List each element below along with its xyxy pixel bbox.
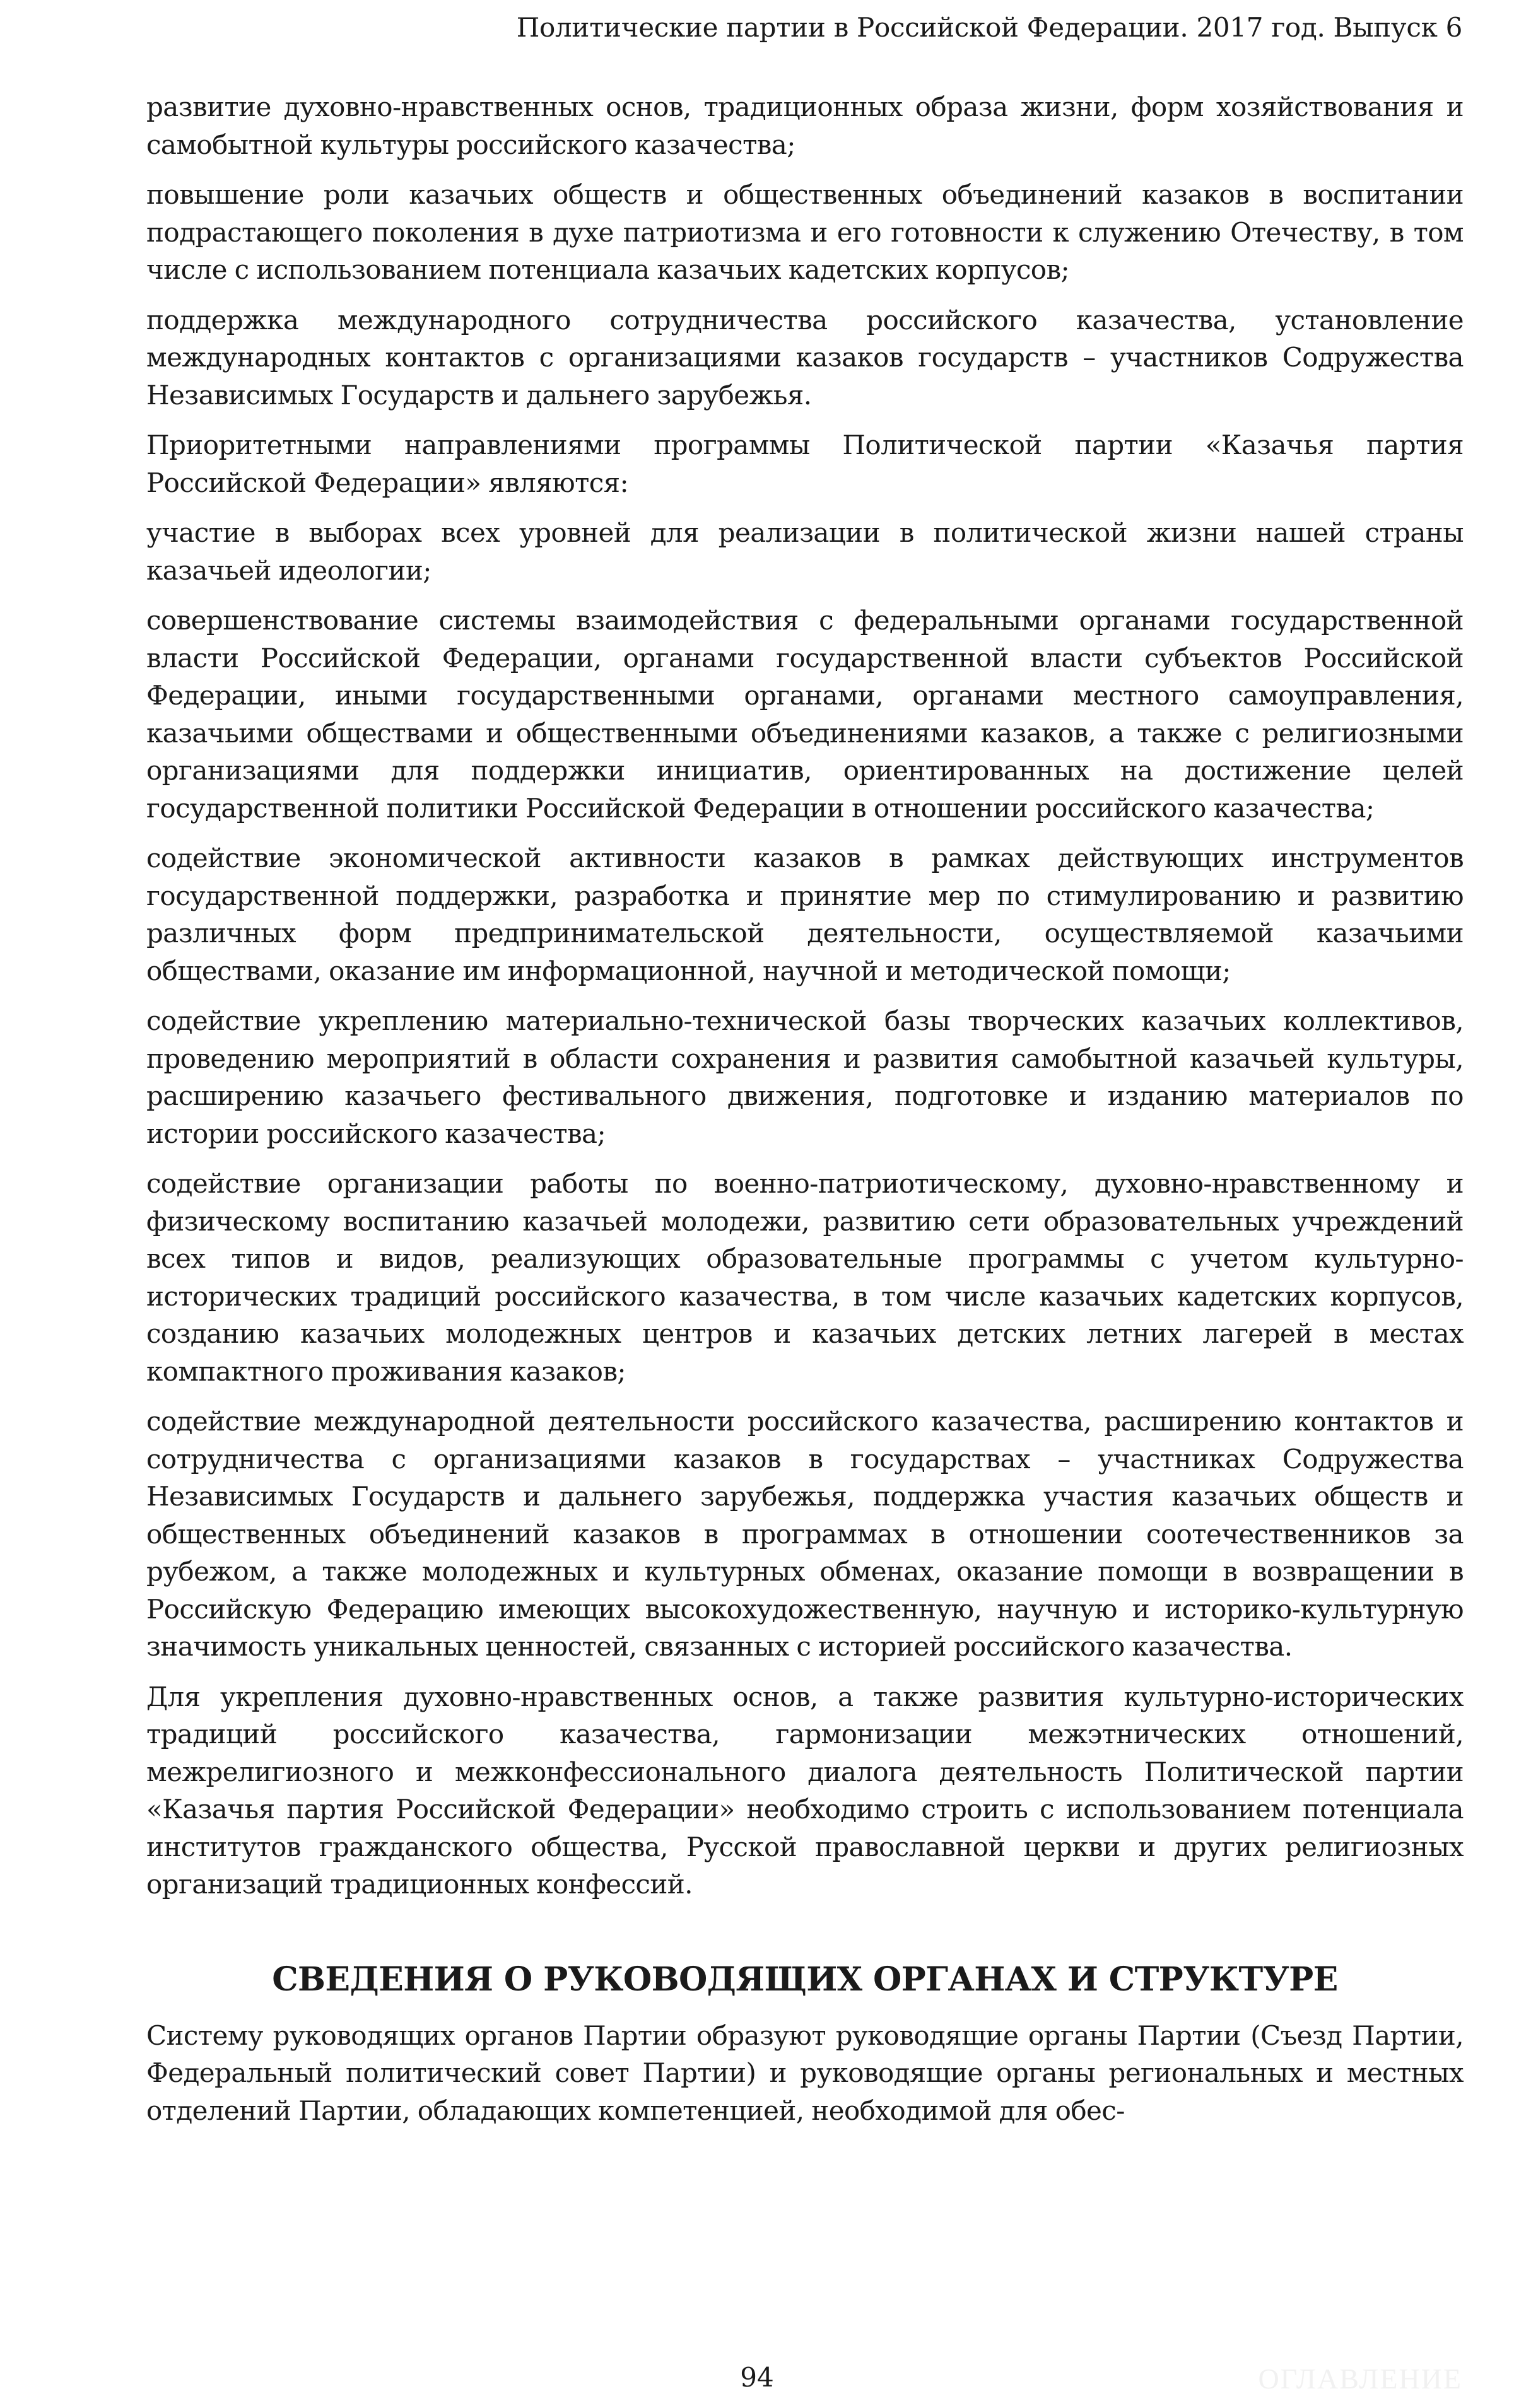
body-text bbox=[146, 88, 1464, 2142]
section-heading: СВЕДЕНИЯ О РУКОВОДЯЩИХ ОРГАНАХ И СТРУКТУРЕ bbox=[272, 1960, 1338, 1999]
paragraph: Для укрепления духовно-нравственных основ, а также развития культурно-исторических традиций российского казачества, гармонизации межэтнических отношений, межрелигиозного и межконфессионального диалога деятельность Политической партии «Казачья партия Российской Федерации» необходимо строить с использованием потенциала институтов гражданского общества, Русской православной церкви и других религиозных организаций традиционных конфессий. bbox=[146, 1681, 1464, 1900]
section-paragraph: Систему руководящих органов Партии образуют руководящие органы Партии (Съезд Партии, Федеральный политический совет Партии) и руководящие органы региональных и местных отделений Партии, обладающих компетенцией, необходимой для обес- bbox=[146, 2019, 1464, 2126]
paragraph: развитие духовно-нравственных основ, традиционных образа жизни, форм хозяйствования и самобытной культуры российского казачества; bbox=[146, 91, 1464, 160]
paragraph: Приоритетными направлениями программы Политической партии «Казачья партия Российской Федерации» являются: bbox=[146, 430, 1464, 498]
running-header: Политические партии в Российской Федерации. 2017 год. Выпуск 6 bbox=[516, 12, 1462, 43]
paragraph: содействие организации работы по военно-патриотическому, духовно-нравственному и физическому воспитанию казачьей молодежи, развитию сети образовательных учреждений всех типов и видов, реализующих образовательные программы с учетом культурно-исторических традиций российского казачества, в том числе казачьих кадетских корпусов, созданию казачьих молодежных центров и казачьих детских летних лагерей в местах компактного проживания казаков; bbox=[146, 1168, 1464, 1387]
page-number: 94 bbox=[740, 2362, 774, 2393]
paragraph: содействие международной деятельности российского казачества, расширению контактов и сотрудничества с организациями казаков в государствах – участниках Содружества Независимых Государств и дальнего зарубежья, поддержка участия казачьих обществ и общественных объединений казаков в программах в отношении соотечественников за рубежом, а также молодежных и культурных обменах, оказание помощи в возвращении в Российскую Федерацию имеющих высокохудожественную, научную и историко-культурную значимость уникальных ценностей, связанных с историей российского казачества. bbox=[146, 1406, 1464, 1662]
paragraph: содействие экономической активности казаков в рамках действующих инструментов государственной поддержки, разработка и принятие мер по стимулированию и развитию различных форм предпринимательской деятельности, осуществляемой казачьими обществами, оказание им информационной, научной и методической помощи; bbox=[146, 843, 1464, 986]
paragraph: содействие укреплению материально-технической базы творческих казачьих коллективов, проведению мероприятий в области сохранения и развития самобытной казачьей культуры, расширению казачьего фестивального движения, подготовке и изданию материалов по истории российского казачества; bbox=[146, 1005, 1464, 1149]
paragraph: совершенствование системы взаимодействия с федеральными органами государственной власти Российской Федерации, органами государственной власти субъектов Российской Федерации, иными государственными органами, органами местного самоуправления, казачьими обществами и общественными объединениями казаков, а также с религиозными организациями для поддержки инициатив, ориентированных на достижение целей государственной политики Российской Федерации в отношении российского казачества; bbox=[146, 605, 1464, 824]
table-of-contents-link[interactable]: ОГЛАВЛЕНИЕ bbox=[1258, 2363, 1462, 2395]
paragraph: повышение роли казачьих обществ и общественных объединений казаков в воспитании подрастающего поколения в духе патриотизма и его готовности к служению Отечеству, в том числе с использованием потенциала казачьих кадетских корпусов; bbox=[146, 179, 1464, 285]
paragraph: поддержка международного сотрудничества российского казачества, установление международных контактов с организациями казаков государств – участников Содружества Независимых Государств и дальнего зарубежья. bbox=[146, 304, 1464, 411]
paragraph: участие в выборах всех уровней для реализации в политической жизни нашей страны казачьей идеологии; bbox=[146, 517, 1464, 586]
